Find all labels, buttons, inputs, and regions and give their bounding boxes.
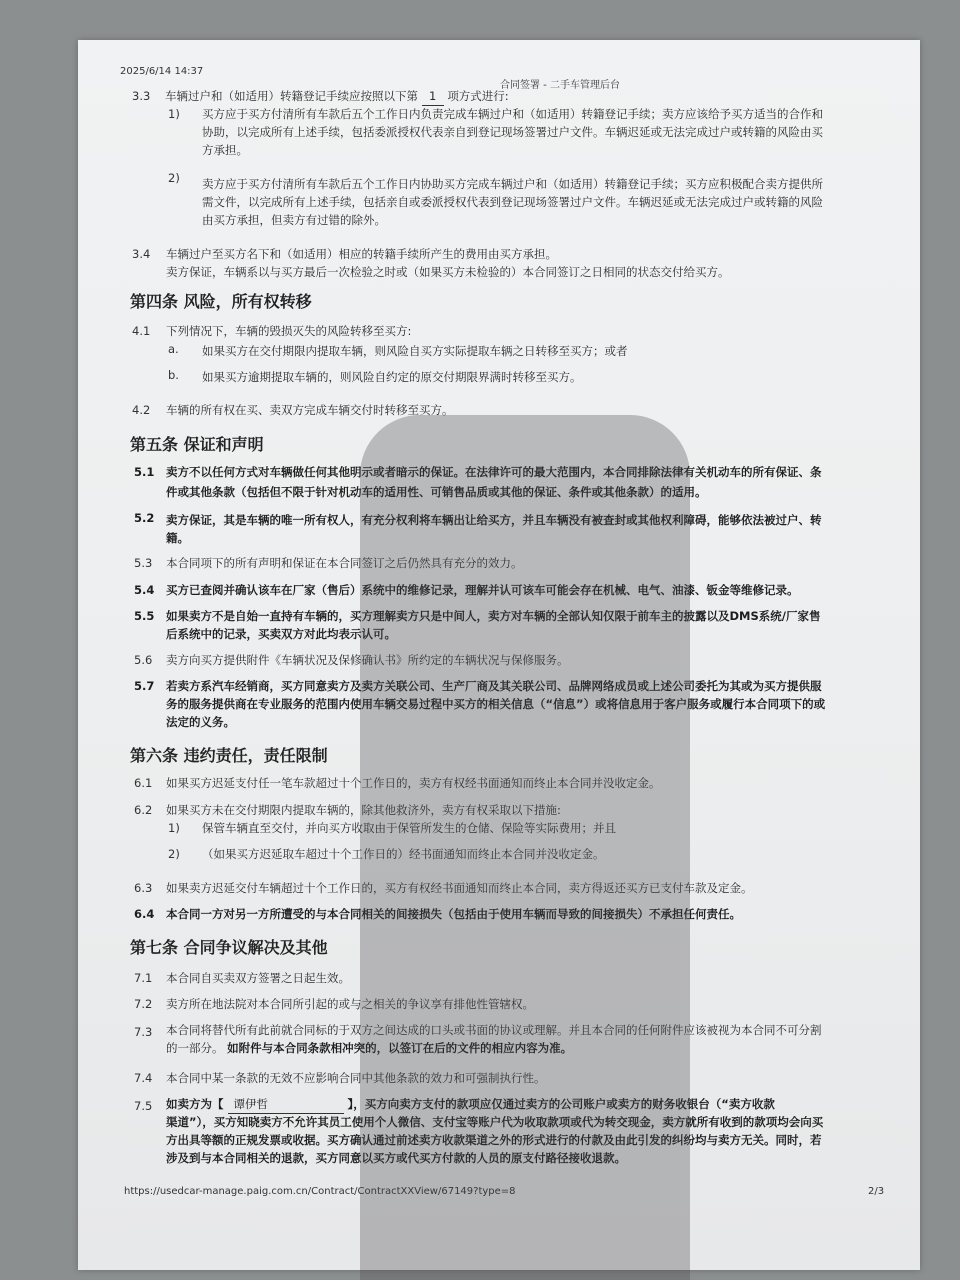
clause-3-3-item-2-line-2: 需文件，以完成所有上述手续，包括亲自或委派授权代表到登记现场签署过户文件。车辆迟延或无法完成过户或转籍的风险 bbox=[202, 195, 823, 209]
print-datetime: 2025/6/14 14:37 bbox=[120, 66, 204, 77]
clause-5-1-line-2: 件或其他条款（包括但不限于针对机动车的适用性、可销售品质或其他的保证、条件或其他条款）的适用。 bbox=[166, 485, 707, 499]
page-number: 2/3 bbox=[868, 1186, 885, 1197]
clause-6-3: 如果卖方迟延交付车辆超过十个工作日的，买方有权经书面通知而终止本合同，卖方得返还买方已支付车款及定金。 bbox=[166, 881, 753, 895]
contract-page: 2025/6/14 14:37 合同签署 - 二手车管理后台 3.3 车辆过户和（如适用）转籍登记手续应按照以下第 1 项方式进行: 1) 买方应于买方付清所有车款后五个工作日内负责完成车辆过户和（如适用）转籍登记手续；卖方应该给予买方适当的合作和 协助，以完成所有上述手续，包括委派授权代表亲自到登记现场签署过户文件。车辆迟延或无法完成过户或转籍的风险由买 方承担。 2) 卖方应于买方付清所有车款后五个工作日内协助买方完成车辆过户和（如适用）转籍登记手续；买方应积极配合卖方提供所 需文件，以完成所有上述手续，包括亲自或委派授权代表到登记现场签署过户文件。车辆迟延或无法完成过户或转籍的风险 由买方承担，但卖方有过错的除外。 3.4 车辆过户至买方名下和（如适用）相应的转籍手续所产生的费用由买方承担。 卖方保证，车辆系以与买方最后一次检验之时或（如果买方未检验的）本合同签订之日相同的状态交付给买方。 第四条 风险，所有权转移 4.1 下列情况下，车辆的毁损灭失的风险转移至买方: a. 如果买方在交付期限内提取车辆，则风险自买方实际提取车辆之日转移至买方；或者 b. 如果买方逾期提取车辆的，则风险自约定的原交付期限界满时转移至买方。 4.2 车辆的所有权在买、卖双方完成车辆交付时转移至买方。 第五条 保证和声明 5.1 卖方不以任何方式对车辆做任何其他明示或者暗示的保证。在法律许可的最大范围内，本合同排除法律有关机动车的所有保证、条 件或其他条款（包括但不限于针对机动车的适用性、可销售品质或其他的保证、条件或其他条款）的适用。 5.2 卖方保证，其是车辆的唯一所有权人，有充分权利将车辆出让给买方，并且车辆没有被查封或其他权利障碍，能够依法被过户、转 籍。 5.3 本合同项下的所有声明和保证在本合同签订之后仍然具有充分的效力。 5.4 买方已查阅并确认该车在厂家（售后）系统中的维修记录，理解并认可该车可能会存在机械、电气、油漆、钣金等维修记录。 5.5 如果卖方不是自始一直持有车辆的，买方理解卖方只是中间人，卖方对车辆的全部认知仅限于前车主的披露以及DMS系统/厂家售 后系统中的记录，买卖双方对此均表示认可。 5.6 卖方向买方提供附件《车辆状况及保修确认书》所约定的车辆状况与保修服务。 5.7 若卖方系汽车经销商，买方同意卖方及卖方关联公司、生产厂商及其关联公司、品牌网络成员或上述公司委托为其或为买方提供服 务的服务提供商在专业服务的范围内使用车辆交易过程中买方的相关信息（“信息”）或将信息用于客户服务或履行本合同项下的或 法定的义务。 第六条 违约责任，责任限制 6.1 如果买方迟延支付任一笔车款超过十个工作日的，卖方有权经书面通知而终止本合同并没收定金。 6.2 如果买方未在交付期限内提取车辆的，除其他救济外，卖方有权采取以下措施: 1) 保管车辆直至交付，并向买方收取由于保管所发生的仓储、保险等实际费用；并且 2) （如果买方迟延取车超过十个工作日的）经书面通知而终止本合同并没收定金。 6.3 如果卖方迟延交付车辆超过十个工作日的，买方有权经书面通知而终止本合同，卖方得返还买方已支付车款及定金。 6.4 本合同一方对另一方所遭受的与本合同相关的间接损失（包括由于使用车辆而导致的间接损失）不承担任何责任。 第七条 合同争议解决及其他 7.1 本合同自买卖双方签署之日起生效。 7.2 卖方所在地法院对本合同所引起的或与之相关的争议享有排他性管辖权。 7.3 本合同将替代所有此前就合同标的于双方之间达成的口头或书面的协议或理解。并且本合同的任何附件应该被视为本合同不可分割 的一部分。 如附件与本合同条款相冲突的，以签订在后的文件的相应内容为准。 7.4 本合同中某一条款的无效不应影响合同中其他条款的效力和可强制执行性。 7.5 如卖方为【 谭伊哲 】，买方向卖方支付的款项应仅通过卖方的公司账户或卖方的财务收银台（“卖方收款 渠道”），买方知晓卖方不允许其员工使用个人微信、支付宝等账户代为收取款项或代为转交现金，卖方就所有收到的款项均会向买 方出具等额的正规发票或收据。买方确认通过前述卖方收款渠道之外的形式进行的付款及由此引发的纠纷均与卖方无关。同时，若 涉及到与本合同相关的退款，买方同意以买方或代买方付款的人员的原支付路径接收退款。 https://usedcar-manage.paig.com.cn/Contract/ContractXXView/67149?type=8 2/3 bbox=[78, 40, 920, 1270]
clause-6-1: 如果买方迟延支付任一笔车款超过十个工作日的，卖方有权经书面通知而终止本合同并没收定金。 bbox=[166, 776, 661, 790]
clause-4-1-item-b: 如果买方逾期提取车辆的，则风险自约定的原交付期限界满时转移至买方。 bbox=[202, 370, 582, 384]
clause-4-1: 下列情况下，车辆的毁损灭失的风险转移至买方: bbox=[166, 324, 412, 338]
clause-4-1-item-a: 如果买方在交付期限内提取车辆，则风险自买方实际提取车辆之日转移至买方；或者 bbox=[202, 344, 628, 358]
clause-7-5-line-3: 方出具等额的正规发票或收据。买方确认通过前述卖方收款渠道之外的形式进行的付款及由此引发的纠纷均与卖方无关。同时，若 bbox=[166, 1133, 822, 1147]
article-5-heading: 第五条 保证和声明 bbox=[130, 435, 264, 454]
clause-3-4-line-2: 卖方保证，车辆系以与买方最后一次检验之时或（如果买方未检验的）本合同签订之日相同的状态交付给买方。 bbox=[166, 265, 730, 279]
clause-5-2-line-1: 卖方保证，其是车辆的唯一所有权人，有充分权利将车辆出让给买方，并且车辆没有被查封或其他权利障碍，能够依法被过户、转 bbox=[166, 513, 822, 527]
clause-5-7-line-1: 若卖方系汽车经销商，买方同意卖方及卖方关联公司、生产厂商及其关联公司、品牌网络成员或上述公司委托为其或为买方提供服 bbox=[166, 679, 822, 693]
clause-7-1: 本合同自买卖双方签署之日起生效。 bbox=[166, 971, 350, 985]
clause-6-2: 如果买方未在交付期限内提取车辆的，除其他救济外，卖方有权采取以下措施: bbox=[166, 803, 561, 817]
clause-number: 3.3 bbox=[132, 89, 151, 103]
clause-7-2: 卖方所在地法院对本合同所引起的或与之相关的争议享有排他性管辖权。 bbox=[166, 997, 534, 1011]
clause-5-7-line-3: 法定的义务。 bbox=[166, 715, 235, 729]
article-4-heading: 第四条 风险，所有权转移 bbox=[130, 292, 312, 311]
clause-4-2: 车辆的所有权在买、卖双方完成车辆交付时转移至买方。 bbox=[166, 403, 454, 417]
footer-url: https://usedcar-manage.paig.com.cn/Contract/ContractXXView/67149?type=8 bbox=[124, 1186, 516, 1197]
clause-7-5-line-4: 涉及到与本合同相关的退款，买方同意以买方或代买方付款的人员的原支付路径接收退款。 bbox=[166, 1151, 626, 1165]
clause-5-6: 卖方向买方提供附件《车辆状况及保修确认书》所约定的车辆状况与保修服务。 bbox=[166, 653, 569, 667]
clause-7-4: 本合同中某一条款的无效不应影响合同中其他条款的效力和可强制执行性。 bbox=[166, 1071, 546, 1085]
clause-3-3-item-2-line-3: 由买方承担，但卖方有过错的除外。 bbox=[202, 213, 386, 227]
clause-3-3-item-2-line-1: 卖方应于买方付清所有车款后五个工作日内协助买方完成车辆过户和（如适用）转籍登记手续；买方应积极配合卖方提供所 bbox=[202, 177, 823, 191]
clause-5-5-line-1: 如果卖方不是自始一直持有车辆的，买方理解卖方只是中间人，卖方对车辆的全部认知仅限于前车主的披露以及DMS系统/厂家售 bbox=[166, 609, 821, 623]
clause-3-3: 车辆过户和（如适用）转籍登记手续应按照以下第 1 项方式进行: bbox=[165, 88, 509, 106]
clause-6-4: 本合同一方对另一方所遭受的与本合同相关的间接损失（包括由于使用车辆而导致的间接损失）不承担任何责任。 bbox=[166, 907, 741, 921]
clause-3-3-item-1-line-1: 买方应于买方付清所有车款后五个工作日内负责完成车辆过户和（如适用）转籍登记手续；卖方应该给予买方适当的合作和 bbox=[202, 107, 823, 121]
page-header-title: 合同签署 - 二手车管理后台 bbox=[500, 80, 620, 91]
option-blank: 1 bbox=[422, 88, 444, 106]
clause-5-5-line-2: 后系统中的记录，买卖双方对此均表示认可。 bbox=[166, 627, 396, 641]
clause-6-2-item-1: 保管车辆直至交付，并向买方收取由于保管所发生的仓储、保险等实际费用；并且 bbox=[202, 821, 616, 835]
article-6-heading: 第六条 违约责任，责任限制 bbox=[130, 746, 328, 765]
clause-3-3-item-1-line-2: 协助，以完成所有上述手续，包括委派授权代表亲自到登记现场签署过户文件。车辆迟延或无法完成过户或转籍的风险由买 bbox=[202, 125, 823, 139]
clause-6-2-item-2: （如果买方迟延取车超过十个工作日的）经书面通知而终止本合同并没收定金。 bbox=[202, 847, 605, 861]
clause-5-2-line-2: 籍。 bbox=[166, 531, 189, 545]
article-7-heading: 第七条 合同争议解决及其他 bbox=[130, 938, 328, 957]
clause-3-4-line-1: 车辆过户至买方名下和（如适用）相应的转籍手续所产生的费用由买方承担。 bbox=[166, 247, 557, 261]
clause-5-3: 本合同项下的所有声明和保证在本合同签订之后仍然具有充分的效力。 bbox=[166, 556, 523, 570]
seller-name-field: 谭伊哲 bbox=[228, 1096, 344, 1114]
clause-7-5-line-1: 如卖方为【 谭伊哲 】，买方向卖方支付的款项应仅通过卖方的公司账户或卖方的财务收银台（“卖方收款 bbox=[166, 1096, 775, 1114]
clause-3-3-item-1-line-3: 方承担。 bbox=[202, 143, 248, 157]
clause-5-1-line-1: 卖方不以任何方式对车辆做任何其他明示或者暗示的保证。在法律许可的最大范围内，本合同排除法律有关机动车的所有保证、条 bbox=[166, 465, 822, 479]
clause-7-5-line-2: 渠道”），买方知晓卖方不允许其员工使用个人微信、支付宝等账户代为收取款项或代为转交现金，卖方就所有收到的款项均会向买 bbox=[166, 1115, 824, 1129]
clause-5-4: 买方已查阅并确认该车在厂家（售后）系统中的维修记录，理解并认可该车可能会存在机械、电气、油漆、钣金等维修记录。 bbox=[166, 583, 799, 597]
clause-5-7-line-2: 务的服务提供商在专业服务的范围内使用车辆交易过程中买方的相关信息（“信息”）或将信息用于客户服务或履行本合同项下的或 bbox=[166, 697, 826, 711]
clause-7-3-line-1: 本合同将替代所有此前就合同标的于双方之间达成的口头或书面的协议或理解。并且本合同的任何附件应该被视为本合同不可分割 bbox=[166, 1023, 822, 1037]
clause-7-3-line-2: 的一部分。 如附件与本合同条款相冲突的，以签订在后的文件的相应内容为准。 bbox=[166, 1041, 573, 1055]
